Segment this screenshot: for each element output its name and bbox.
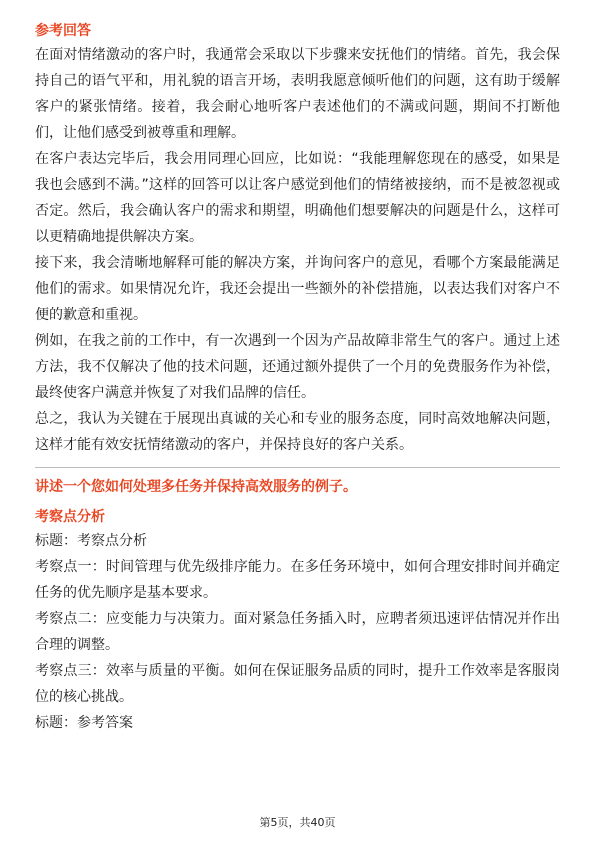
answer-paragraph-3: 接下来，我会清晰地解释可能的解决方案，并询问客户的意见，看哪个方案最能满足他们的需求。如果情况允许，我还会提出一些额外的补偿措施，以表达我们对客户不便的歉意和重视。 (35, 255, 560, 323)
analysis-point-1: 考察点一：时间管理与优先级排序能力。在多任务环境中，如何合理安排时间并确定任务的优先顺序是基本要求。 (35, 559, 560, 601)
section-heading-analysis: 考察点分析 (35, 509, 105, 525)
analysis-body (35, 528, 560, 736)
section-divider (35, 467, 560, 468)
answer-paragraph-2: 在客户表达完毕后，我会用同理心回应，比如说：“我能理解您现在的感受，如果是我也会感到不满。”这样的回答可以让客户感觉到他们的情绪被接纳，而不是被忽视或否定。然后，我会确认客户的需求和期望，明确他们想要解决的问题是什么，这样可以更精确地提供解决方案。 (35, 151, 560, 245)
answer-paragraph-4: 例如，在我之前的工作中，有一次遇到一个因为产品故障非常生气的客户。通过上述方法，我不仅解决了他的技术问题，还通过额外提供了一个月的免费服务作为补偿，最终使客户满意并恢复了对我们品牌的信任。 (35, 333, 560, 401)
section-heading-reference-answer: 参考回答 (35, 23, 91, 39)
answer-paragraph-5: 总之，我认为关键在于展现出真诚的关心和专业的服务态度，同时高效地解决问题，这样才能有效安抚情绪激动的客户，并保持良好的客户关系。 (35, 411, 560, 453)
answer-body (35, 42, 560, 458)
question-title: 讲述一个您如何处理多任务并保持高效服务的例子。 (35, 479, 357, 495)
reference-answer-title-line: 标题：参考答案 (35, 715, 133, 731)
document-page (35, 20, 560, 736)
analysis-point-2: 考察点二：应变能力与决策力。面对紧急任务插入时，应聘者须迅速评估情况并作出合理的调整。 (35, 611, 560, 653)
answer-paragraph-1: 在面对情绪激动的客户时，我通常会采取以下步骤来安抚他们的情绪。首先，我会保持自己的语气平和，用礼貌的语言开场，表明我愿意倾听他们的问题，这有助于缓解客户的紧张情绪。接着，我会耐心地听客户表述他们的不满或问题，期间不打断他们，让他们感受到被尊重和理解。 (35, 47, 560, 141)
page-number-footer: 第5页，共40页 (259, 816, 336, 829)
analysis-title-line: 标题：考察点分析 (35, 533, 147, 549)
analysis-point-3: 考察点三：效率与质量的平衡。如何在保证服务品质的同时，提升工作效率是客服岗位的核心挑战。 (35, 663, 560, 705)
